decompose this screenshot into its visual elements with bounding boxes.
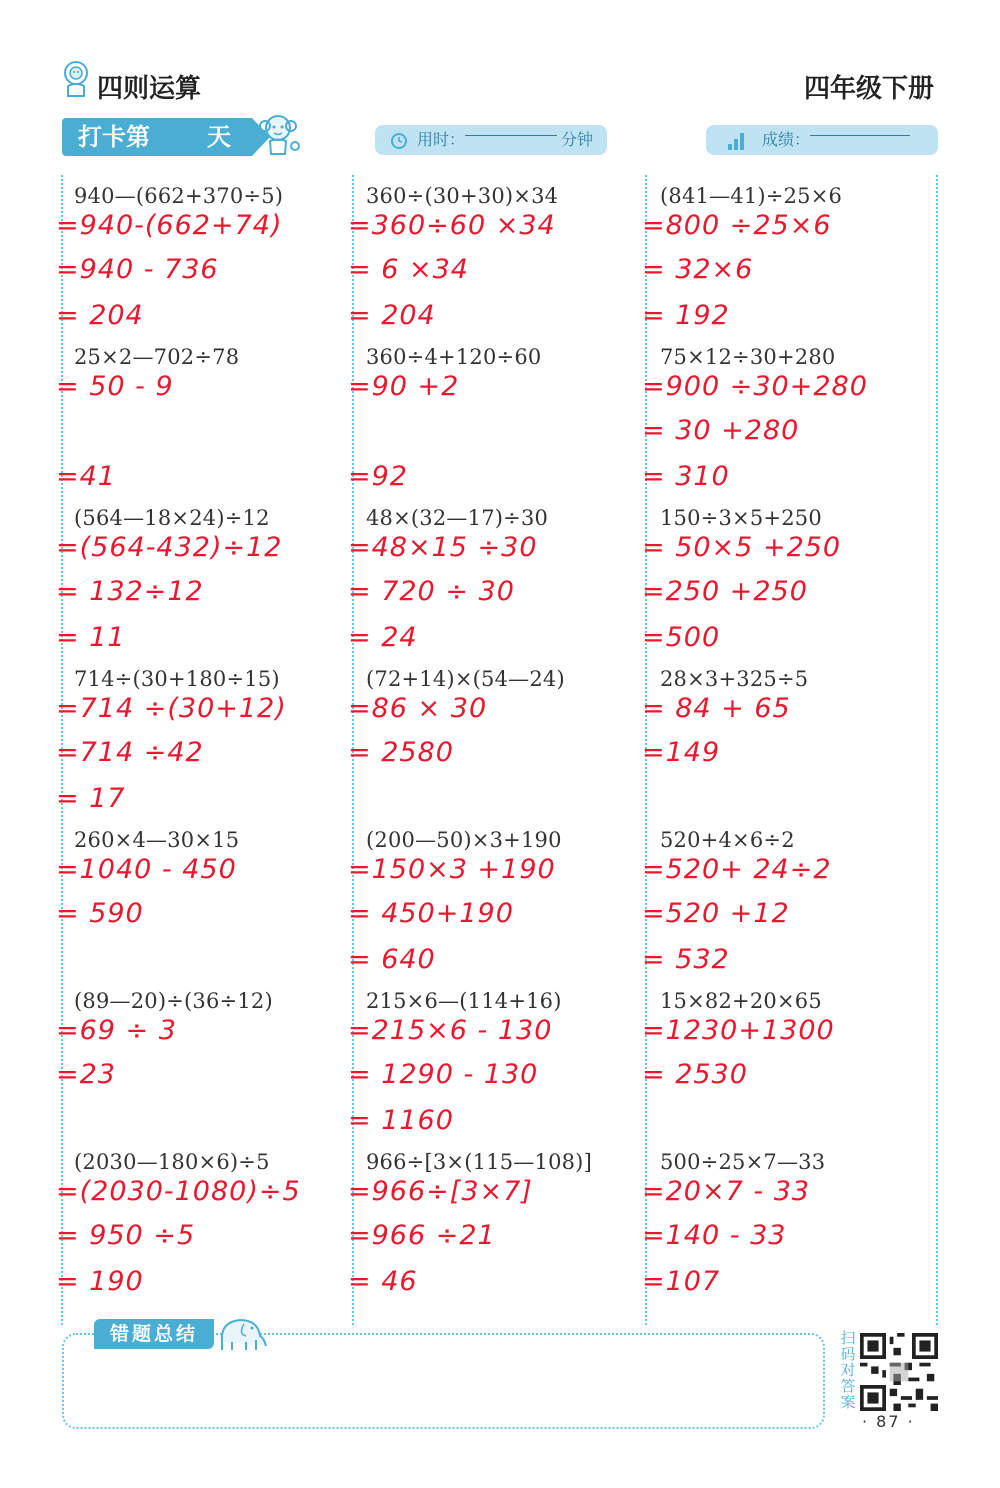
problem-question: (841—41)÷25×6 <box>660 184 843 208</box>
handwritten-answer-line: =(564-432)÷12 <box>56 532 283 563</box>
problem-question: 28×3+325÷5 <box>660 667 809 691</box>
handwritten-answer-line: = 24 <box>348 622 418 653</box>
handwritten-answer-line: = 590 <box>56 898 144 929</box>
handwritten-answer-line: =86 × 30 <box>348 693 488 724</box>
handwritten-answer-line: = 192 <box>642 300 730 331</box>
handwritten-answer-line: =140 - 33 <box>642 1220 787 1251</box>
problem-question: 215×6—(114+16) <box>366 989 562 1013</box>
lion-icon <box>60 60 92 98</box>
problem-question: 48×(32—17)÷30 <box>366 506 549 530</box>
handwritten-answer-line: =940 - 736 <box>56 254 219 285</box>
problem-cell <box>56 822 347 982</box>
handwritten-answer-line: =(2030-1080)÷5 <box>56 1176 301 1207</box>
handwritten-answer-line: = 46 <box>348 1266 418 1297</box>
handwritten-answer-line: = 132÷12 <box>56 576 204 607</box>
problem-question: 360÷(30+30)×34 <box>366 184 559 208</box>
handwritten-answer-line: =800 ÷25×6 <box>642 210 832 241</box>
problem-cell <box>642 500 933 660</box>
time-label: 用时： <box>417 130 466 149</box>
problem-question: 260×4—30×15 <box>74 828 240 852</box>
handwritten-answer-line: = 2580 <box>348 737 454 768</box>
handwritten-answer-line: =23 <box>56 1059 116 1090</box>
handwritten-answer-line: = 532 <box>642 944 730 975</box>
problem-cell <box>56 500 347 660</box>
time-unit: 分钟 <box>561 130 594 149</box>
handwritten-answer-line: =520 +12 <box>642 898 790 929</box>
handwritten-answer-line: =714 ÷42 <box>56 737 204 768</box>
problem-question: 520+4×6÷2 <box>660 828 795 852</box>
problem-question: 966÷[3×(115—108)] <box>366 1150 592 1174</box>
handwritten-answer-line: =107 <box>642 1266 721 1297</box>
handwritten-answer-line: =1230+1300 <box>642 1015 835 1046</box>
problem-cell <box>642 1144 933 1304</box>
handwritten-answer-line: =92 <box>348 461 408 492</box>
handwritten-answer-line: =500 <box>642 622 721 653</box>
monkey-icon <box>252 110 304 162</box>
handwritten-answer-line: = 84 + 65 <box>642 693 791 724</box>
problem-cell <box>348 1144 639 1304</box>
column-divider <box>936 175 938 1325</box>
handwritten-answer-line: = 204 <box>56 300 144 331</box>
problem-cell <box>348 339 639 499</box>
handwritten-answer-line: = 50×5 +250 <box>642 532 842 563</box>
handwritten-answer-line: =41 <box>56 461 116 492</box>
handwritten-answer-line: =149 <box>642 737 721 768</box>
score-label: 成绩： <box>762 130 811 149</box>
problem-cell <box>348 661 639 821</box>
handwritten-answer-line: =250 +250 <box>642 576 808 607</box>
score-field[interactable] <box>706 125 938 155</box>
checkin-prefix: 打卡第 <box>78 123 150 151</box>
problem-cell <box>348 178 639 338</box>
problem-question: 500÷25×7—33 <box>660 1150 826 1174</box>
problem-cell <box>56 1144 347 1304</box>
problem-question: 15×82+20×65 <box>660 989 822 1013</box>
grade-label: 四年级下册 <box>803 74 934 104</box>
page-number: · 87 · <box>862 1412 915 1431</box>
error-summary-label: 错题总结 <box>94 1319 214 1349</box>
time-field[interactable] <box>375 125 607 155</box>
handwritten-answer-line: = 640 <box>348 944 436 975</box>
handwritten-answer-line: =90 +2 <box>348 371 460 402</box>
problem-question: (89—20)÷(36÷12) <box>74 989 273 1013</box>
handwritten-answer-line: = 1160 <box>348 1105 454 1136</box>
handwritten-answer-line: = 2530 <box>642 1059 748 1090</box>
problem-cell <box>56 339 347 499</box>
handwritten-answer-line: = 32×6 <box>642 254 754 285</box>
problem-cell <box>56 661 347 821</box>
handwritten-answer-line: = 30 +280 <box>642 415 800 446</box>
problem-cell <box>642 983 933 1143</box>
problem-question: 75×12÷30+280 <box>660 345 836 369</box>
handwritten-answer-line: =900 ÷30+280 <box>642 371 868 402</box>
handwritten-answer-line: = 204 <box>348 300 436 331</box>
problem-cell <box>56 983 347 1143</box>
qr-code-icon[interactable] <box>860 1333 938 1411</box>
handwritten-answer-line: = 450+190 <box>348 898 514 929</box>
handwritten-answer-line: = 950 ÷5 <box>56 1220 196 1251</box>
problem-cell <box>348 822 639 982</box>
handwritten-answer-line: =360÷60 ×34 <box>348 210 556 241</box>
checkin-suffix: 天 <box>207 123 231 151</box>
handwritten-answer-line: =69 ÷ 3 <box>56 1015 177 1046</box>
problem-cell <box>642 822 933 982</box>
problem-question: (200—50)×3+190 <box>366 828 562 852</box>
handwritten-answer-line: =940-(662+74) <box>56 210 283 241</box>
problem-question: (564—18×24)÷12 <box>74 506 270 530</box>
handwritten-answer-line: = 50 - 9 <box>56 371 174 402</box>
handwritten-answer-line: =966÷[3×7] <box>348 1176 533 1207</box>
problem-question: (72+14)×(54—24) <box>366 667 565 691</box>
handwritten-answer-line: = 6 ×34 <box>348 254 469 285</box>
handwritten-answer-line: = 720 ÷ 30 <box>348 576 515 607</box>
problem-question: 150÷3×5+250 <box>660 506 822 530</box>
problem-question: (2030—180×6)÷5 <box>74 1150 270 1174</box>
problem-cell <box>642 339 933 499</box>
chart-icon <box>726 128 748 152</box>
clock-icon <box>389 130 409 150</box>
handwritten-answer-line: = 11 <box>56 622 126 653</box>
page-title: 四则运算 <box>97 74 202 104</box>
checkin-banner <box>62 118 252 156</box>
problem-question: 25×2—702÷78 <box>74 345 240 369</box>
problem-cell <box>348 500 639 660</box>
elephant-icon <box>214 1312 270 1352</box>
handwritten-answer-line: = 190 <box>56 1266 144 1297</box>
problem-question: 714÷(30+180÷15) <box>74 667 280 691</box>
problem-cell <box>348 983 639 1143</box>
problem-cell <box>642 178 933 338</box>
handwritten-answer-line: =520+ 24÷2 <box>642 854 832 885</box>
handwritten-answer-line: = 1290 - 130 <box>348 1059 539 1090</box>
qr-label: 扫码对答案 <box>840 1329 856 1411</box>
problem-cell <box>56 178 347 338</box>
handwritten-answer-line: =1040 - 450 <box>56 854 237 885</box>
handwritten-answer-line: =215×6 - 130 <box>348 1015 553 1046</box>
problem-cell <box>642 661 933 821</box>
handwritten-answer-line: = 17 <box>56 783 126 814</box>
handwritten-answer-line: = 310 <box>642 461 730 492</box>
handwritten-answer-line: =714 ÷(30+12) <box>56 693 287 724</box>
problem-question: 940—(662+370÷5) <box>74 184 284 208</box>
handwritten-answer-line: =48×15 ÷30 <box>348 532 538 563</box>
handwritten-answer-line: =150×3 +190 <box>348 854 556 885</box>
handwritten-answer-line: =20×7 - 33 <box>642 1176 811 1207</box>
problem-question: 360÷4+120÷60 <box>366 345 542 369</box>
handwritten-answer-line: =966 ÷21 <box>348 1220 496 1251</box>
